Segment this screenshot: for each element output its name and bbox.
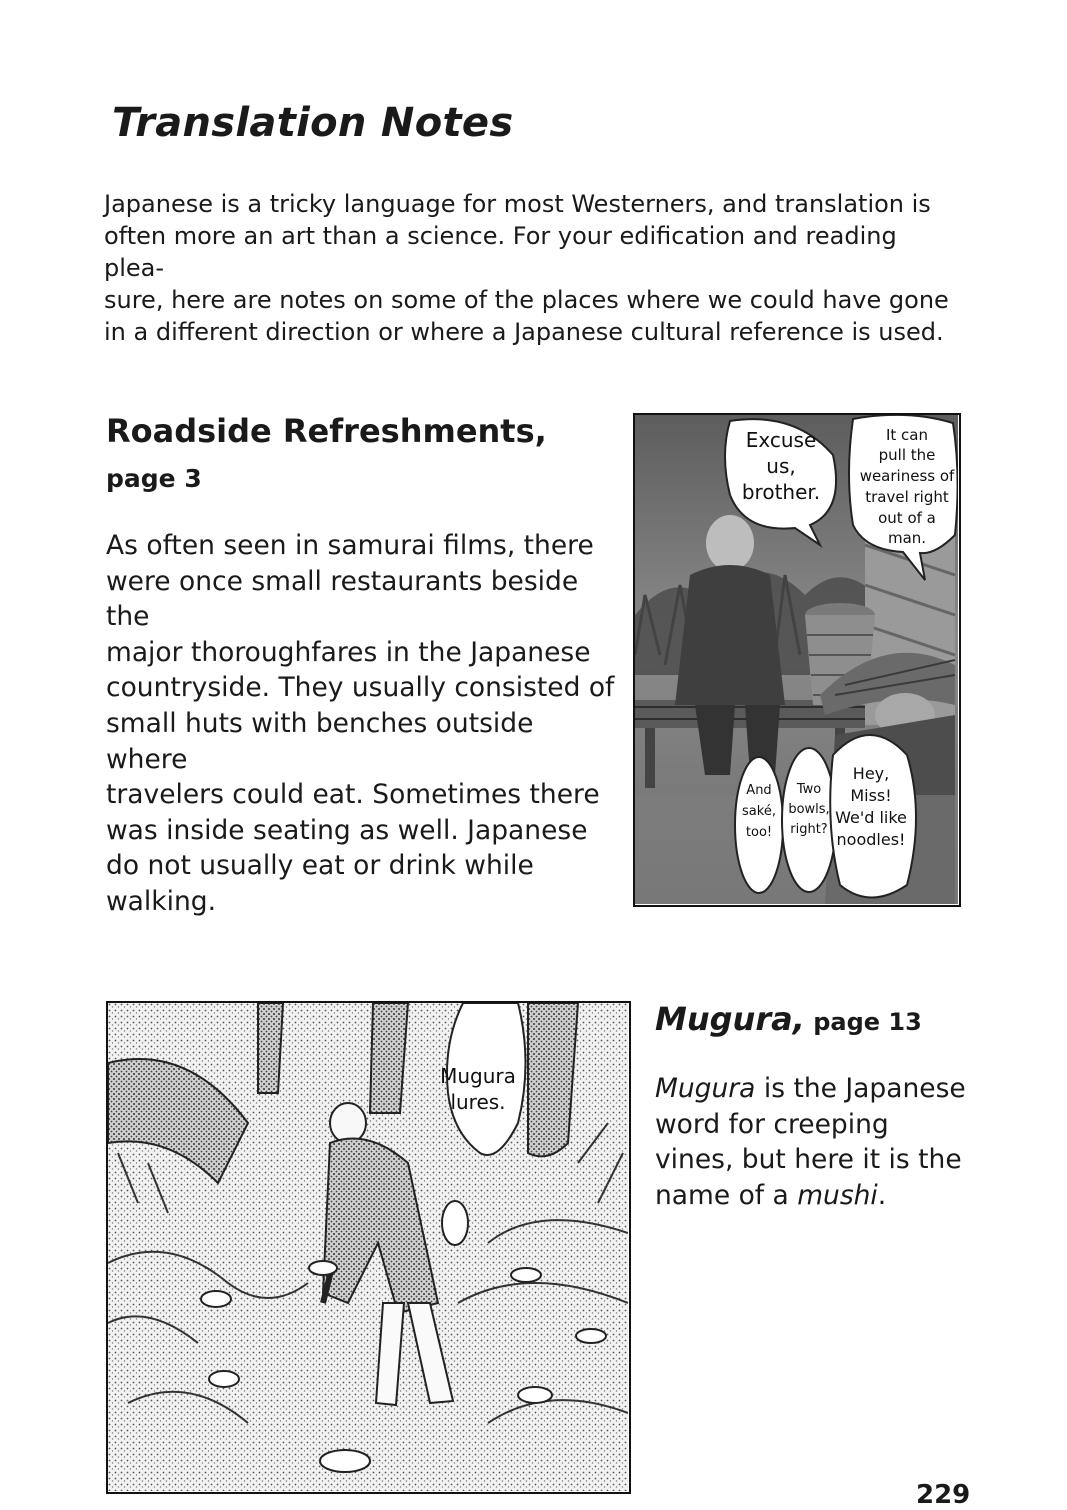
intro-paragraph (104, 188, 954, 348)
body-line: countryside. They usually consisted of (106, 672, 615, 704)
speech-bubble (830, 735, 916, 898)
body-line: major thoroughfares in the Japanese (106, 636, 591, 668)
section-page-ref-mugura: page 13 (813, 1008, 922, 1036)
bubble-line: Hey, (852, 764, 890, 783)
section-title-mugura: Mugura, (655, 1000, 805, 1038)
bubble-line: Excuse (745, 428, 817, 452)
bubble-line: bowls, (788, 802, 830, 817)
manga-panel-mugura (106, 1001, 631, 1494)
bubble-line: Miss! (850, 786, 892, 805)
manga-panel-roadside (633, 413, 961, 907)
bubble-line: And (746, 783, 772, 798)
bubble-line: brother. (741, 480, 821, 504)
body-line: were once small restaurants beside the (106, 565, 579, 633)
italic-term: mushi (797, 1179, 878, 1211)
body-text-span: . (877, 1179, 887, 1211)
intro-line: in a different direction or where a Japanese cultural reference is used. (104, 318, 944, 346)
speech-bubble (735, 757, 783, 893)
bubble-line: travel right (865, 488, 949, 506)
bubble-line: right? (790, 822, 828, 837)
bubble-line: lures. (450, 1090, 506, 1114)
page-number: 229 (916, 1480, 971, 1510)
speech-bubble (782, 748, 836, 892)
section-page-ref-roadside: page 3 (106, 464, 202, 493)
body-line (655, 1073, 966, 1104)
bubble-line: pull the (878, 446, 936, 464)
italic-term: Mugura (655, 1073, 756, 1104)
section-body-roadside (106, 528, 616, 920)
bubble-line: out of a (878, 509, 936, 527)
bubble-line: Mugura (440, 1064, 516, 1088)
bubble-line: We'd like (835, 808, 907, 827)
section-body-mugura (655, 1071, 1015, 1213)
intro-line: Japanese is a tricky language for most Westerners, and translation is (104, 190, 931, 218)
bubble-line: weariness of (859, 467, 955, 485)
body-line: small huts with benches outside where (106, 707, 534, 775)
body-text-span: is the Japanese (755, 1073, 966, 1104)
body-line: was inside seating as well. Japanese (106, 814, 588, 846)
body-line: vines, but here it is the (655, 1144, 962, 1176)
body-line: do not usually eat or drink while (106, 850, 534, 882)
bubble-line: saké, (742, 804, 776, 819)
bubble-line: noodles! (836, 830, 906, 849)
section-heading-roadside: Roadside Refreshments, (106, 412, 547, 450)
bubble-line: us, (766, 454, 796, 478)
intro-line: often more an art than a science. For your edification and reading plea- (104, 222, 897, 282)
panel-illustration-mugura (108, 1003, 628, 1491)
body-line (655, 1180, 886, 1211)
intro-line: sure, here are notes on some of the places where we could have gone (104, 286, 949, 314)
body-text-span: name of a (655, 1179, 798, 1211)
page-title: Translation Notes (112, 100, 514, 146)
panel-illustration-roadside (635, 415, 958, 904)
bubble-line: too! (745, 825, 773, 840)
body-line: As often seen in samurai films, there (106, 530, 594, 561)
bubble-line: It can (885, 426, 929, 444)
body-line: walking. (106, 885, 217, 917)
body-line: word for creeping (655, 1108, 889, 1140)
bubble-line: Two (796, 782, 822, 797)
bubble-line: man. (887, 529, 927, 547)
body-line: travelers could eat. Sometimes there (106, 779, 600, 811)
section-heading-mugura (655, 1000, 922, 1038)
